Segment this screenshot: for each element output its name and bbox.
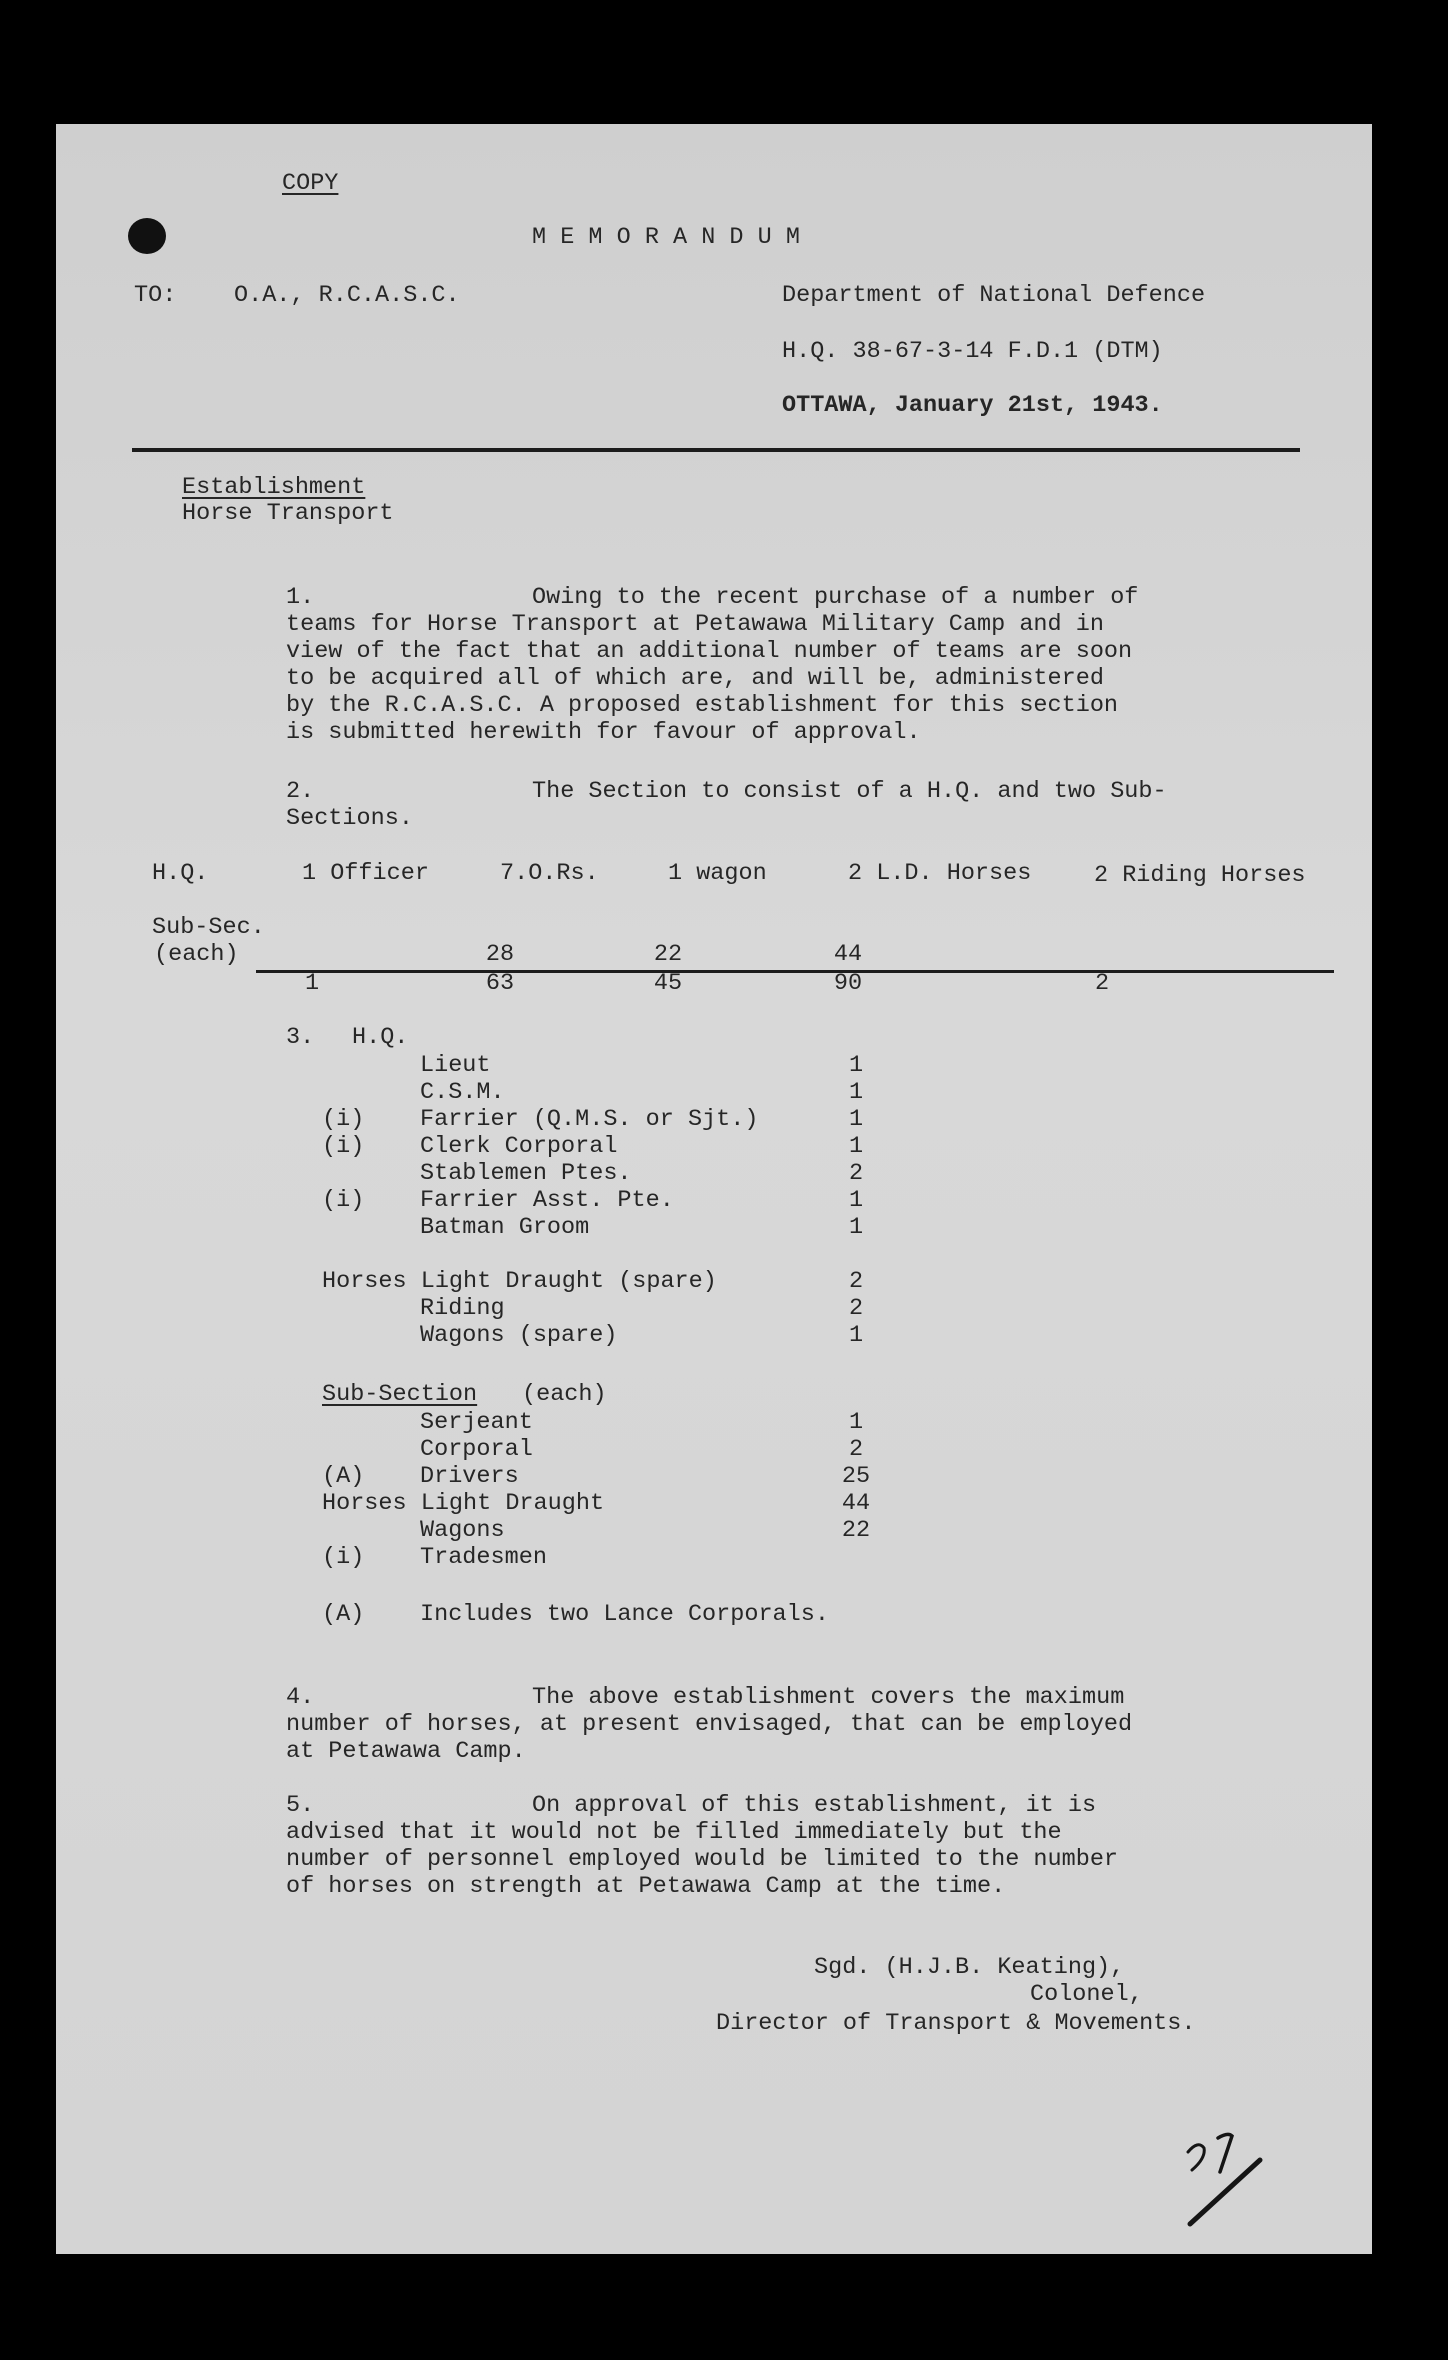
- hq-officer: 1 Officer: [302, 860, 429, 887]
- sub-item-mark: (i): [322, 1544, 365, 1571]
- signature-title: Director of Transport & Movements.: [716, 2010, 1196, 2037]
- para2-line: Sections.: [286, 805, 413, 832]
- sub-item-label: Horses Light Draught: [322, 1490, 605, 1517]
- copy-label: COPY: [282, 170, 339, 197]
- riding-qty: 2: [848, 1295, 864, 1322]
- sub-item-qty: 22: [841, 1517, 871, 1544]
- sub-item-qty: 25: [841, 1463, 871, 1490]
- subsec-wagon: 22: [653, 941, 683, 968]
- horses-light-draught-label: Horses Light Draught (spare): [322, 1268, 717, 1295]
- memo-title: M E M O R A N D U M: [532, 224, 800, 251]
- hq-ors: 7.O.Rs.: [500, 860, 599, 887]
- hq-riding-horses: 2 Riding Horses: [1094, 862, 1306, 889]
- sub-item-label: Tradesmen: [420, 1544, 547, 1571]
- sub-item-label: Wagons: [420, 1517, 505, 1544]
- hq-item-label: Lieut: [420, 1052, 491, 1079]
- para5-number: 5.: [286, 1792, 315, 1819]
- subject-line-1: Establishment: [182, 474, 366, 501]
- hq-item-mark: (i): [322, 1106, 365, 1133]
- para4-line: at Petawawa Camp.: [286, 1738, 526, 1765]
- hq-item-mark: (i): [322, 1133, 365, 1160]
- signature-name: Sgd. (H.J.B. Keating),: [814, 1954, 1125, 1981]
- para5-line: On approval of this establishment, it is: [532, 1792, 1097, 1819]
- horses-light-draught-qty: 2: [848, 1268, 864, 1295]
- subject-line-2: Horse Transport: [182, 500, 394, 527]
- hq-item-qty: 1: [848, 1133, 864, 1160]
- para3-hq-label: H.Q.: [352, 1024, 409, 1051]
- total-ld-horses: 90: [833, 970, 863, 997]
- subsec-each-label: (each): [154, 941, 239, 968]
- para5-line: advised that it would not be filled immediately but the: [286, 1819, 1062, 1846]
- para5-line: of horses on strength at Petawawa Camp at the time.: [286, 1873, 1006, 1900]
- handwritten-mark-value: [1210, 2150, 1211, 2177]
- hq-item-qty: 1: [848, 1214, 864, 1241]
- sub-item-mark: (A): [322, 1463, 365, 1490]
- para1-line: is submitted herewith for favour of approval.: [286, 719, 921, 746]
- total-wagon: 45: [653, 970, 683, 997]
- file-reference: H.Q. 38-67-3-14 F.D.1 (DTM): [782, 338, 1163, 365]
- sub-item-qty: 1: [848, 1409, 864, 1436]
- hq-item-label: Farrier Asst. Pte.: [420, 1187, 674, 1214]
- hq-item-label: Batman Groom: [420, 1214, 590, 1241]
- to-label: TO:: [134, 282, 177, 309]
- para2-number: 2.: [286, 778, 315, 805]
- para1-number: 1.: [286, 584, 315, 611]
- sub-item-label: Serjeant: [420, 1409, 533, 1436]
- subsec-ld-horses: 44: [833, 941, 863, 968]
- total-officer: 1: [304, 970, 320, 997]
- sub-item-label: Drivers: [420, 1463, 519, 1490]
- sub-item-qty: 2: [848, 1436, 864, 1463]
- department: Department of National Defence: [782, 282, 1206, 309]
- wagons-spare-qty: 1: [848, 1322, 864, 1349]
- para4-number: 4.: [286, 1684, 315, 1711]
- para1-line: to be acquired all of which are, and will be, administered: [286, 665, 1104, 692]
- punch-hole: [128, 218, 166, 254]
- hq-item-label: Stablemen Ptes.: [420, 1160, 632, 1187]
- total-riding-horses: 2: [1094, 970, 1110, 997]
- para1-line: teams for Horse Transport at Petawawa Military Camp and in: [286, 611, 1104, 638]
- sub-item-qty: 44: [841, 1490, 871, 1517]
- memo-page: [56, 124, 1372, 2254]
- handwritten-mark-graphic: [1170, 2124, 1280, 2234]
- hq-row-label: H.Q.: [152, 860, 209, 887]
- signature-rank: Colonel,: [1030, 1981, 1143, 2008]
- subsection-each: (each): [522, 1381, 607, 1408]
- subsec-ors: 28: [485, 941, 515, 968]
- hq-wagon: 1 wagon: [668, 860, 767, 887]
- hq-item-label: Farrier (Q.M.S. or Sjt.): [420, 1106, 759, 1133]
- hq-item-label: Clerk Corporal: [420, 1133, 618, 1160]
- subsec-label: Sub-Sec.: [152, 914, 265, 941]
- hq-item-qty: 1: [848, 1106, 864, 1133]
- para4-line: The above establishment covers the maximum: [532, 1684, 1125, 1711]
- total-ors: 63: [485, 970, 515, 997]
- para4-line: number of horses, at present envisaged, that can be employed: [286, 1711, 1133, 1738]
- hq-item-qty: 1: [848, 1079, 864, 1106]
- note-text: Includes two Lance Corporals.: [420, 1601, 829, 1628]
- hq-ld-horses: 2 L.D. Horses: [848, 860, 1032, 887]
- note-mark: (A): [322, 1601, 365, 1628]
- hq-item-qty: 1: [848, 1052, 864, 1079]
- subsection-heading: Sub-Section: [322, 1381, 478, 1408]
- para1-line: Owing to the recent purchase of a number of: [532, 584, 1139, 611]
- wagons-spare-label: Wagons (spare): [420, 1322, 618, 1349]
- place-date: OTTAWA, January 21st, 1943.: [782, 392, 1163, 419]
- riding-label: Riding: [420, 1295, 505, 1322]
- header-divider: [132, 448, 1300, 452]
- hq-item-qty: 2: [848, 1160, 864, 1187]
- to-value: O.A., R.C.A.S.C.: [234, 282, 460, 309]
- hq-item-label: C.S.M.: [420, 1079, 505, 1106]
- hq-item-mark: (i): [322, 1187, 365, 1214]
- sub-item-label: Corporal: [420, 1436, 533, 1463]
- para2-line: The Section to consist of a H.Q. and two Sub-: [532, 778, 1167, 805]
- table-total-rule: [256, 970, 1334, 973]
- para3-number: 3.: [286, 1024, 315, 1051]
- para5-line: number of personnel employed would be limited to the number: [286, 1846, 1119, 1873]
- hq-item-qty: 1: [848, 1187, 864, 1214]
- para1-line: view of the fact that an additional number of teams are soon: [286, 638, 1133, 665]
- para1-line: by the R.C.A.S.C. A proposed establishment for this section: [286, 692, 1119, 719]
